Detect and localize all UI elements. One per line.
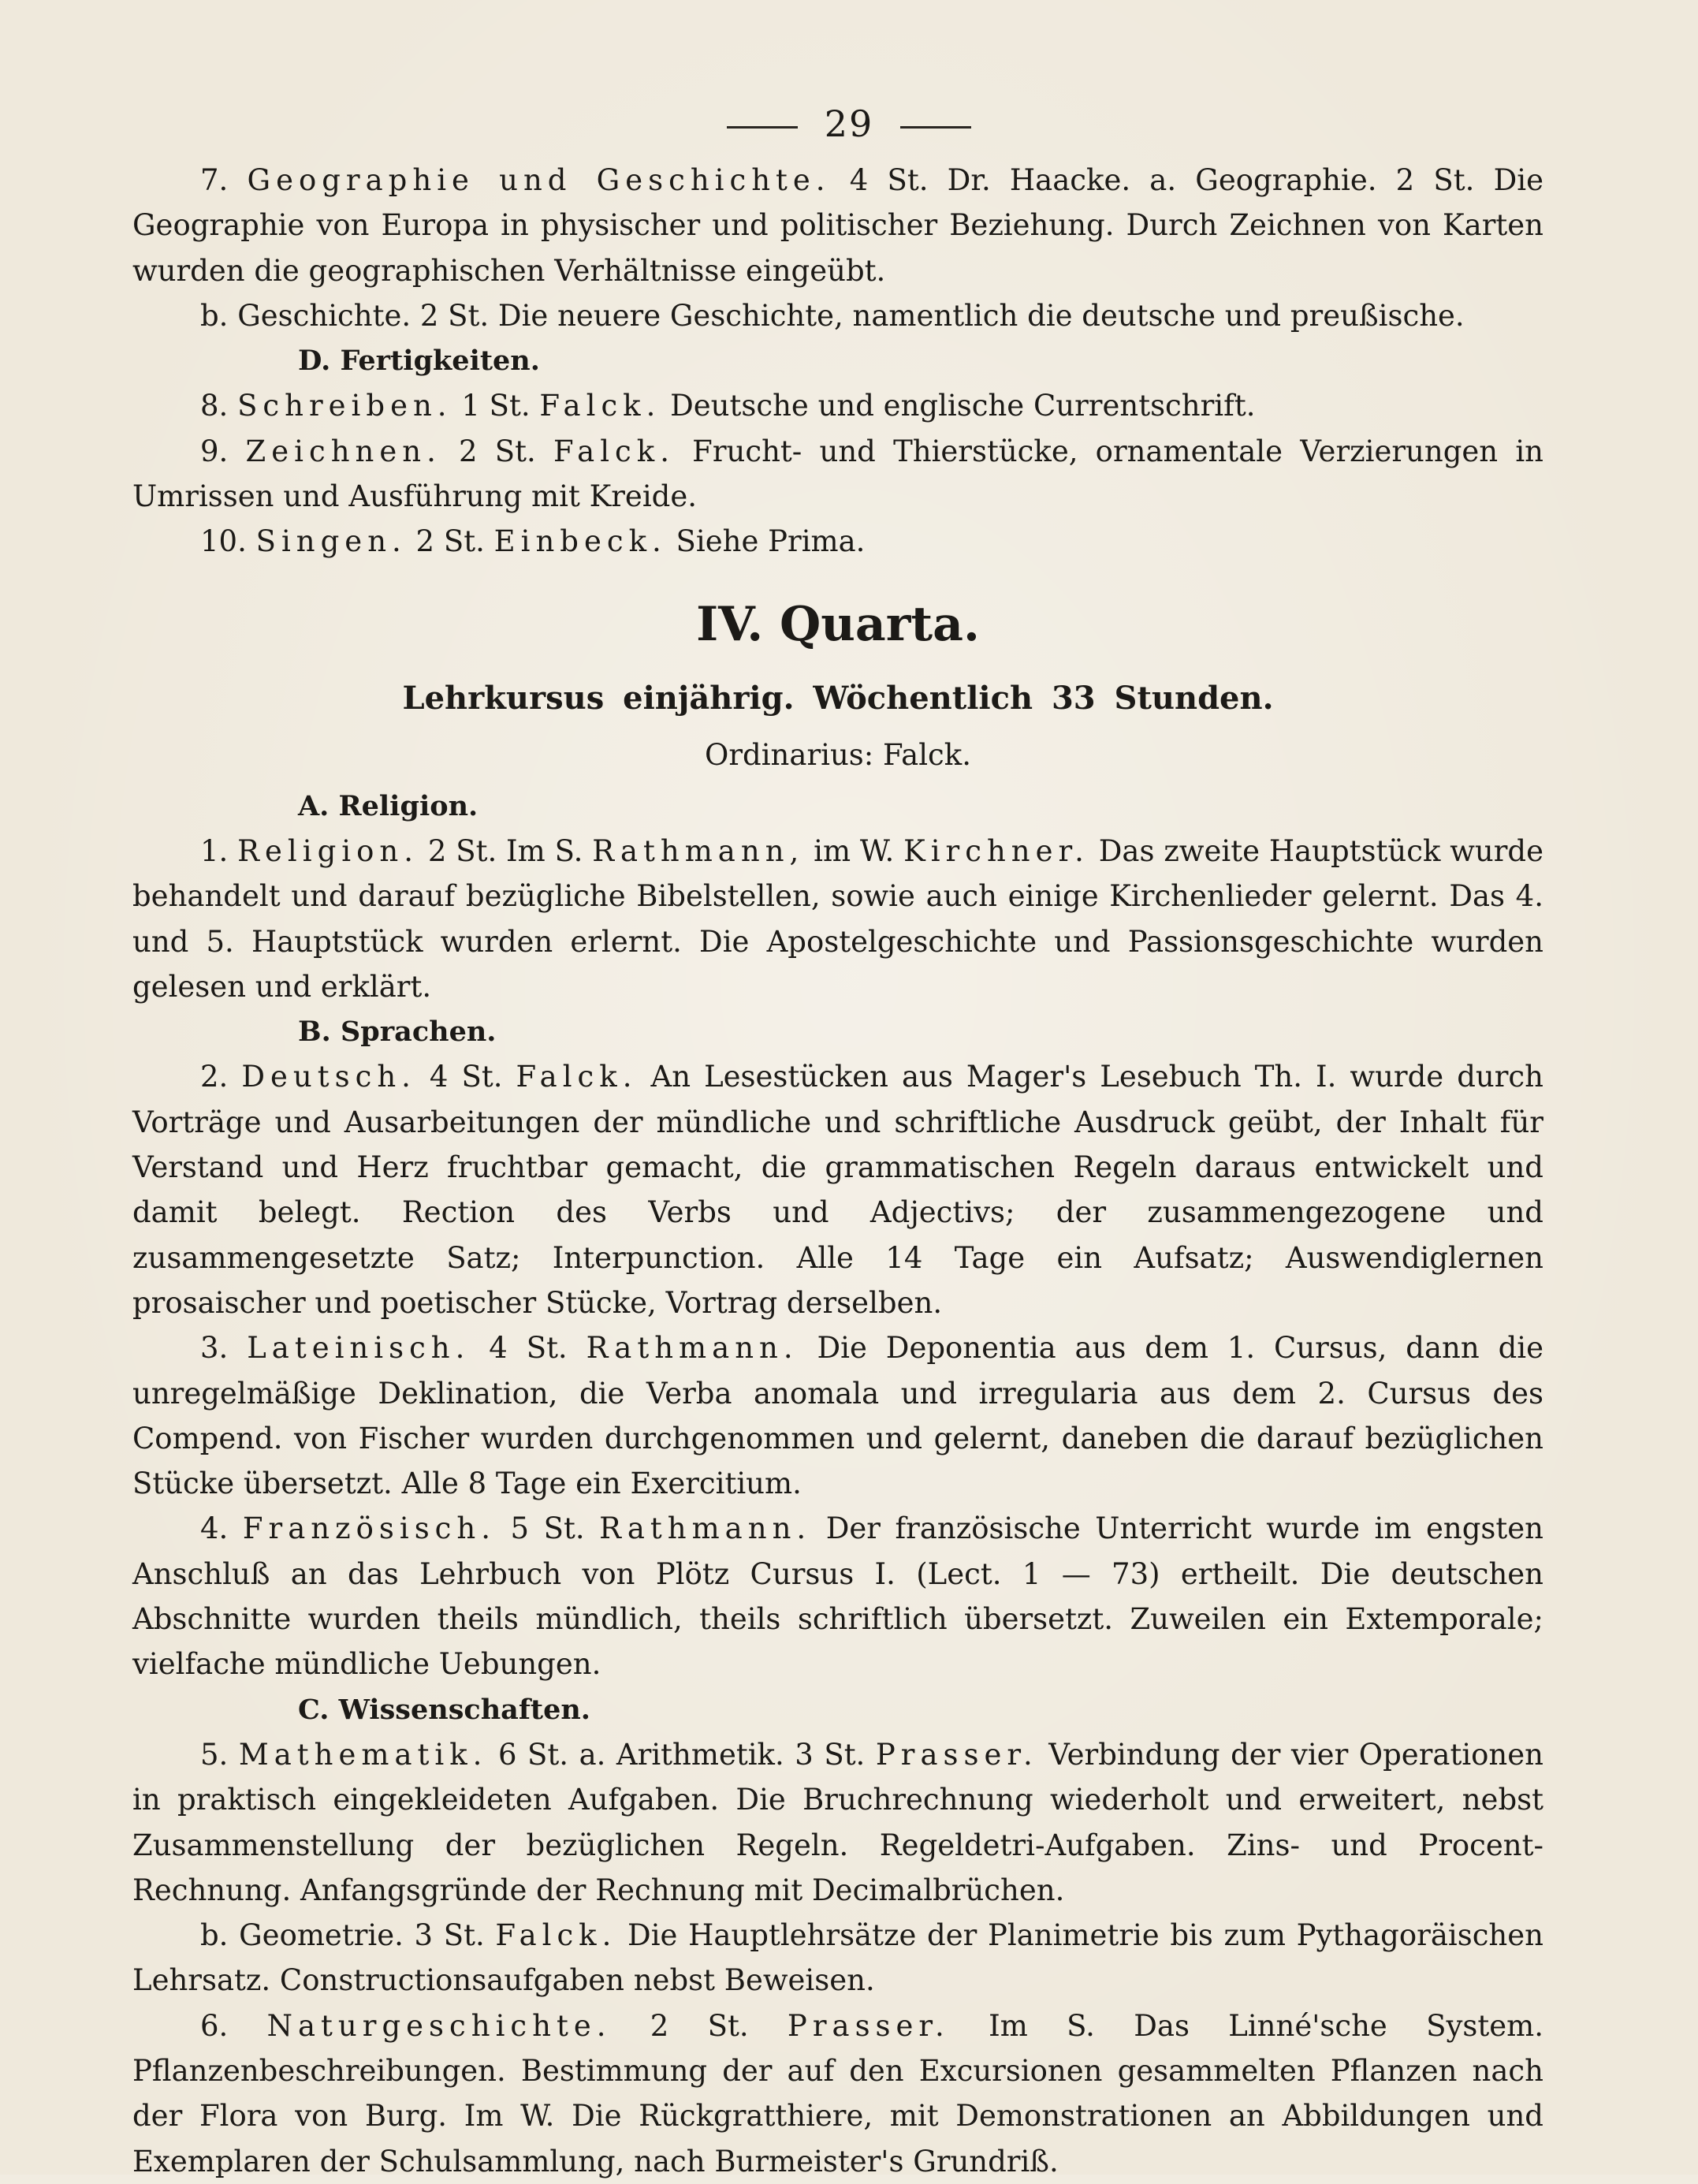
subject-title: Lateinisch. [247,1331,471,1366]
paragraph-geography-history [132,158,1543,293]
header-rule-right [900,126,971,129]
heading-languages: B. Sprachen. [298,1016,497,1049]
item-number: 3. [200,1331,229,1366]
teacher-name: Rathmann. [586,1331,799,1366]
paragraph-writing [132,383,1543,428]
teacher-name: Prasser. [787,2008,950,2043]
paragraph-text: 4 St. Dr. Haacke. a. Geographie. 2 St. Die Geographie von Europa in physischer und politischer Beziehung. Durch Zeichnen von Karten wurden die geographischen Verhältnisse eingeübt. [132,163,1543,288]
paragraph-text: 2 St. [441,434,553,468]
paragraph-text: 4 St. [470,1331,586,1366]
teacher-name: Falck. [539,389,661,423]
paragraph-text: Im S. Das Linné'sche System. Pflanzenbeschreibungen. Bestimmung der auf den Excursionen gesammelten Pflanzen nach der Flora von Burg. Im W. Die Rückgratthiere, mit Demonstrationen an Abbildungen und Exemplaren der Schulsammlung, nach Burmeister's Grundriß. [132,2008,1543,2178]
paragraph-text: Die Deponentia aus dem 1. Cursus, dann die unregelmäßige Deklination, die Verba anomala und irregularia aus dem 2. Cursus des Compend. von Fischer wurden durchgenommen und gelernt, daneben die darauf bezüglichen Stücke übersetzt. Alle 8 Tage ein Exercitium. [132,1331,1543,1501]
heading-religion: A. Religion. [298,789,478,822]
subject-title: Geographie und Geschichte. [247,163,831,197]
item-number: 10. [200,524,247,559]
paragraph-singing [132,519,1543,564]
paragraph-text: 2 St. [406,524,494,559]
teacher-name: Prasser. [875,1737,1038,1772]
subject-title: Französisch. [242,1511,496,1546]
subject-title: Zeichnen. [245,434,441,468]
paragraph-text: im W. [804,833,904,868]
subject-title: Naturgeschichte. [266,2008,612,2043]
paragraph-text: Der französische Unterricht wurde im engsten Anschluß an das Lehrbuch von Plötz Cursus I. (Lect. 1 — 73) ertheilt. Die deutschen Abschnitte wurden theils mündlich, theils schriftlich übersetzt. Zuweilen ein Extemporale; vielfache mündliche Uebungen. [132,1511,1543,1682]
paragraph-text: 6 St. a. Arithmetik. 3 St. [487,1737,876,1772]
item-number: 5. [200,1737,229,1772]
item-number: 9. [200,434,229,468]
item-number: 6. [200,2008,229,2043]
heading-sciences: C. Wissenschaften. [298,1693,590,1726]
ordinarius-line: Ordinarius: Falck. [705,737,971,772]
subject-title: Deutsch. [241,1060,416,1094]
course-line: Lehrkursus einjährig. Wöchentlich 33 Stunden. [402,679,1274,717]
paragraph-geometry [132,1913,1543,2003]
subject-title: Mathematik. [238,1737,488,1772]
paragraph-text: An Lesestücken aus Mager's Lesebuch Th. I. wurde durch Vorträge und Ausarbeitungen der mündliche und schriftliche Ausdruck geübt, der Inhalt für Verstand und Herz fruchtbar gemacht, die grammatischen Regeln daraus entwickelt und damit belegt. Rection des Verbs und Adjectivs; der zusammengezogene und zusammengesetzte Satz; Interpunction. Alle 14 Tage ein Aufsatz; Auswendiglernen prosaischer und poetischer Stücke, Vortrag derselben. [132,1060,1543,1320]
page-header [0,102,1698,145]
item-number: 1. [200,833,229,868]
item-number: 2. [200,1060,229,1094]
paragraph-natural-history [132,2003,1543,2184]
paragraph-latin [132,1325,1543,1506]
paragraph-text: 5 St. [496,1511,600,1546]
teacher-name: Rathmann. [599,1511,812,1546]
paragraph-text: b. Geometrie. 3 St. [200,1918,496,1953]
paragraph-french [132,1506,1543,1686]
subject-title: Singen. [255,524,407,559]
paragraph-german [132,1054,1543,1325]
paragraph-text: Das zweite Hauptstück wurde behandelt und darauf bezügliche Bibelstellen, sowie auch einige Kirchenlieder gelernt. Das 4. und 5. Hauptstück wurden erlernt. Die Apostelgeschichte und Passionsgeschichte wurden gelesen und erklärt. [132,833,1543,1004]
paragraph-text: 2 St. Im S. [418,833,593,868]
item-number: 8. [200,389,229,423]
paragraph-text: Siehe Prima. [666,524,866,559]
paragraph-text: Deutsche und englische Currentschrift. [661,389,1256,423]
heading-skills: D. Fertigkeiten. [298,345,540,378]
paragraph-history: b. Geschichte. 2 St. Die neuere Geschichte, namentlich die deutsche und preußische. [200,298,1465,333]
subject-title: Schreiben. [237,389,452,423]
paragraph-mathematics [132,1732,1543,1913]
teacher-name: Rathmann, [592,833,805,868]
teacher-name: Kirchner. [903,833,1089,868]
paragraph-text: Frucht- und Thierstücke, ornamentale Verzierungen in Umrissen und Ausführung mit Kreide. [132,434,1543,514]
paragraph-text: 1 St. [452,389,540,423]
teacher-name: Falck. [516,1060,638,1094]
teacher-name: Falck. [495,1918,617,1953]
paragraph-text: 2 St. [611,2008,788,2043]
teacher-name: Einbeck. [493,524,667,559]
teacher-name: Falck. [553,434,675,468]
item-number: 4. [200,1511,229,1546]
section-title: IV. Quarta. [696,596,980,652]
subject-title: Religion. [237,833,419,868]
paragraph-text: Die Hauptlehrsätze der Planimetrie bis zum Pythagoräischen Lehrsatz. Constructionsaufgaben nebst Beweisen. [132,1918,1543,1998]
page-body [132,158,1543,2184]
paragraph-text: 4 St. [415,1060,516,1094]
item-number: 7. [200,163,229,197]
paragraph-religion [132,829,1543,1009]
paragraph-drawing [132,429,1543,520]
paragraph-text: Verbindung der vier Operationen in praktisch eingekleideten Aufgaben. Die Bruchrechnung wiederholt und erweitert, nebst Zusammenstellung der bezüglichen Regeln. Regeldetri-Aufgaben. Zins- und Procent-Rechnung. Anfangsgründe der Rechnung mit Decimalbrüchen. [132,1737,1543,1907]
header-rule-left [727,126,798,129]
page-number: 29 [824,102,874,145]
